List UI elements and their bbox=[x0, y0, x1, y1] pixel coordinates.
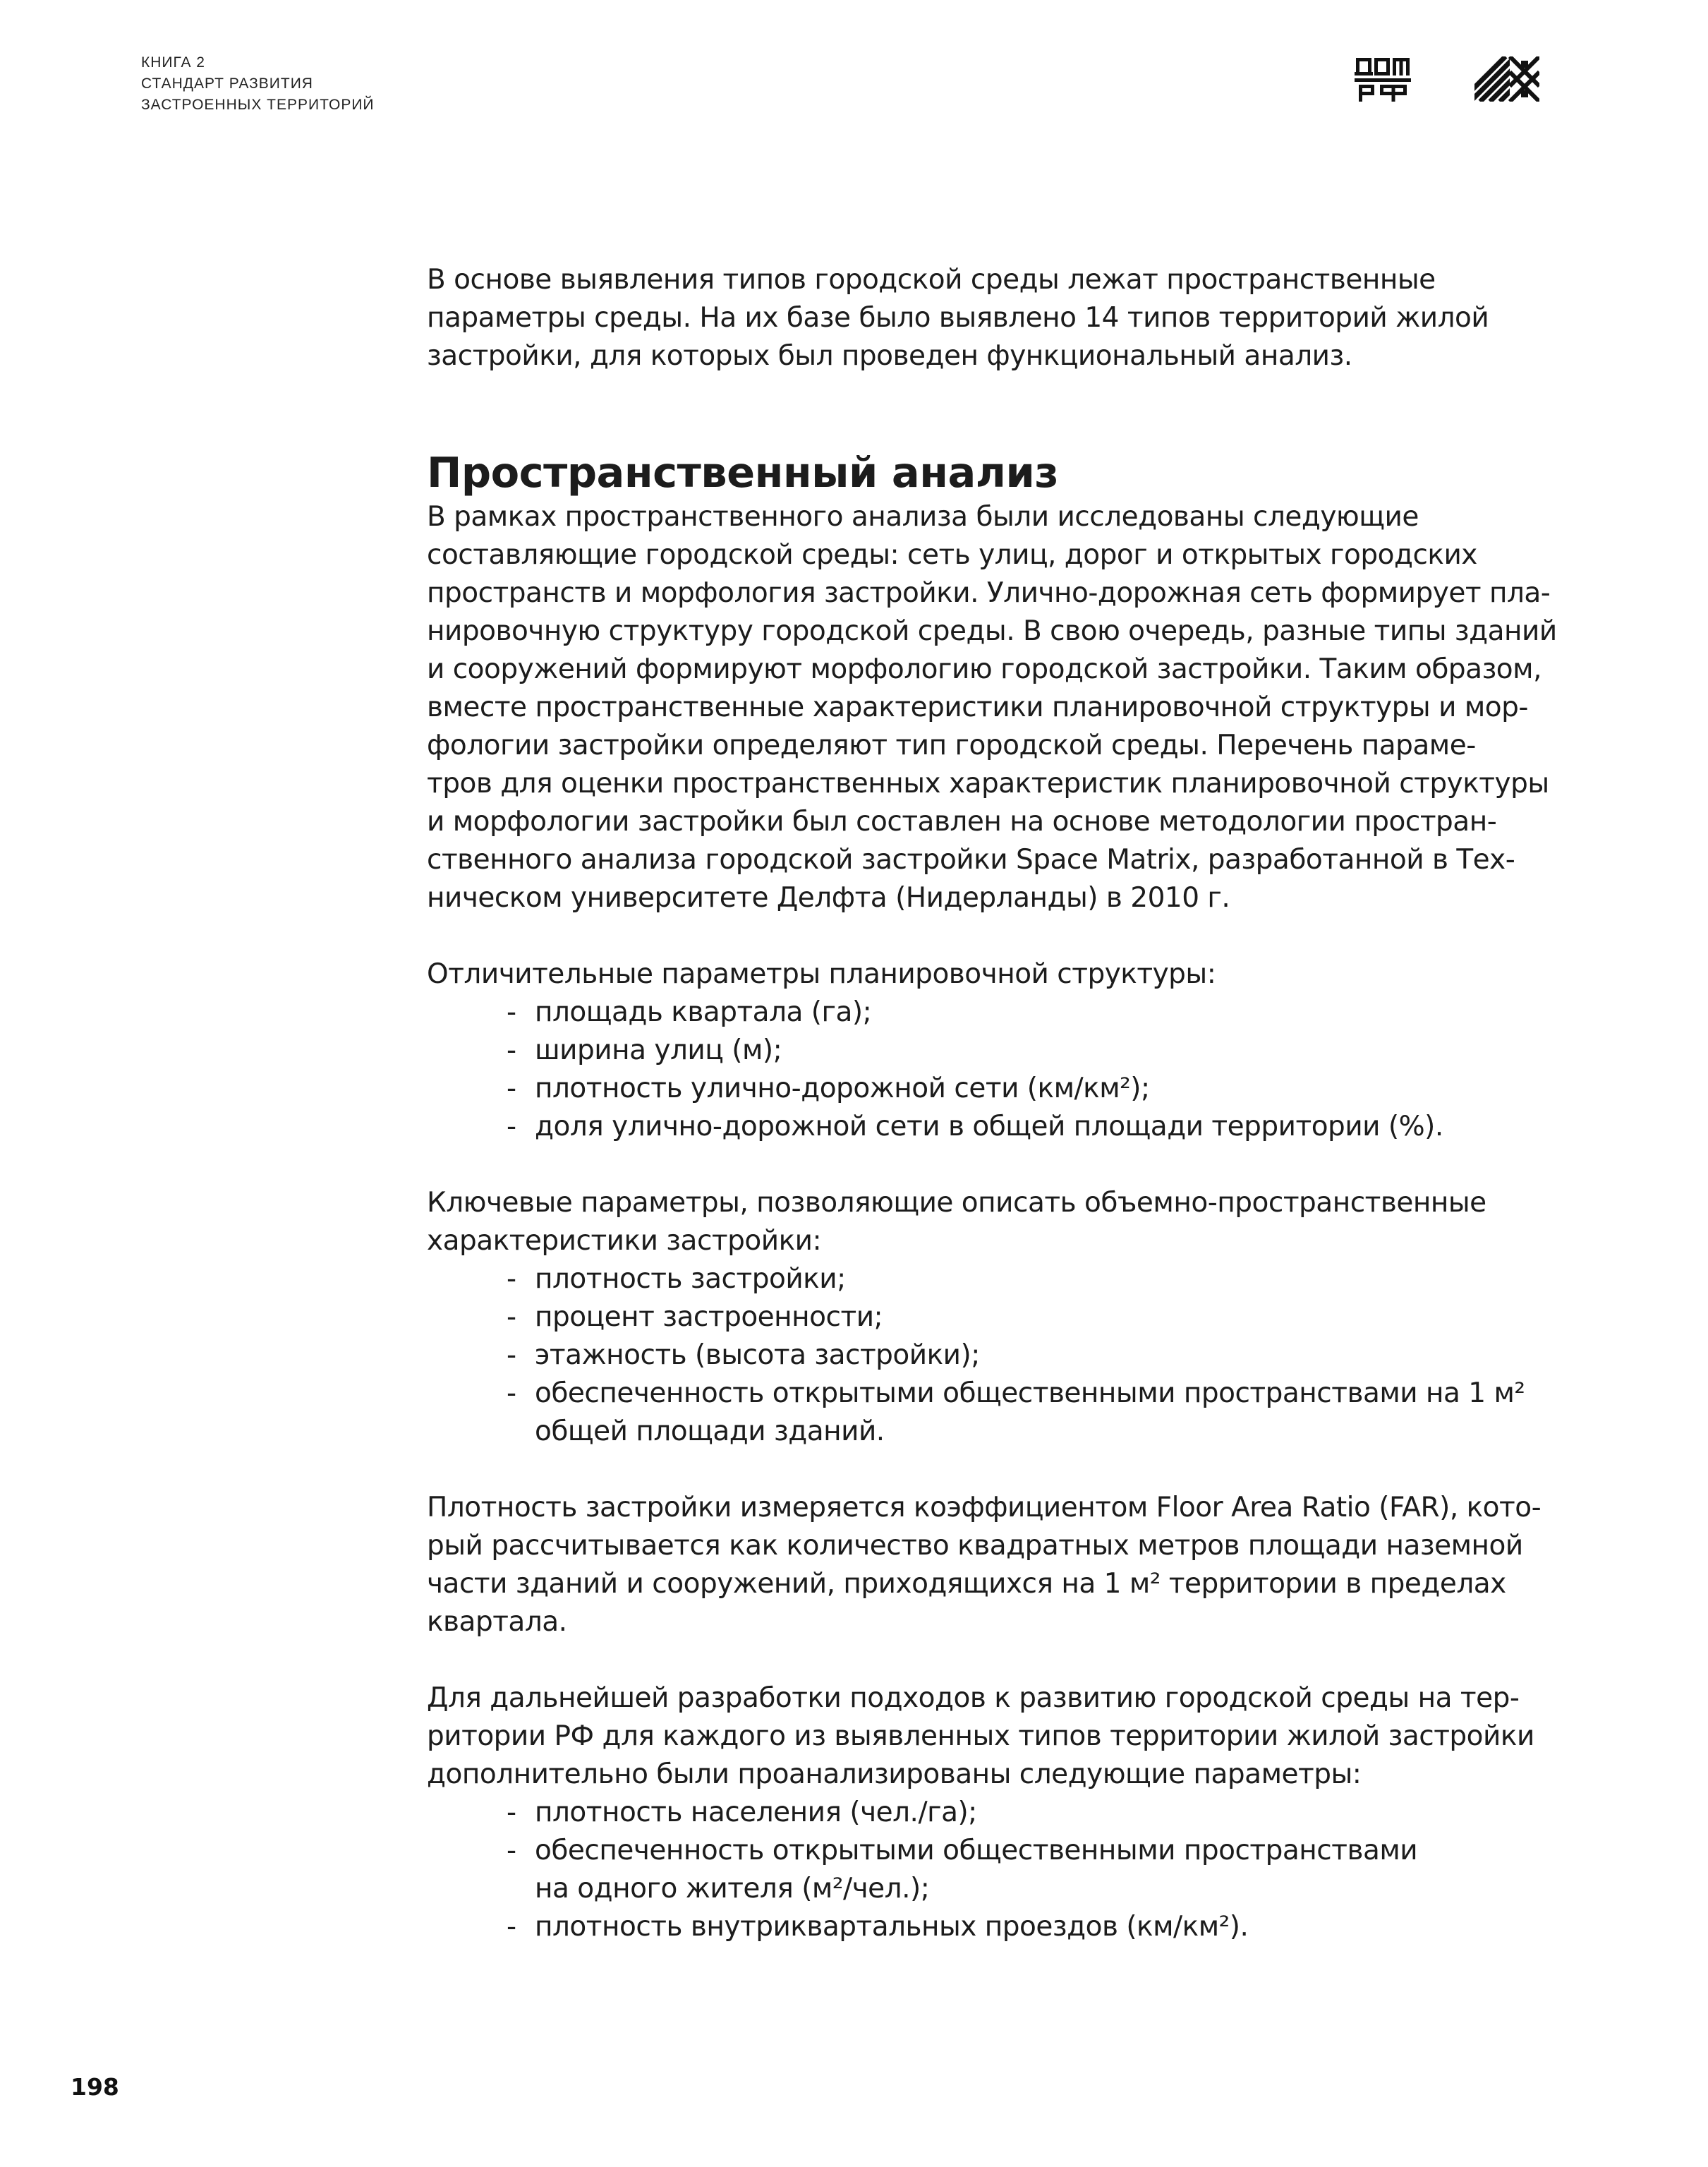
volume-params-list bbox=[427, 1260, 1549, 1451]
text-line: ническом университете Делфта (Нидерланды) в 2010 г. bbox=[427, 882, 1230, 914]
dom-rf-logo bbox=[1355, 56, 1411, 103]
text-line: общей площади зданий. bbox=[535, 1416, 885, 1447]
pattern-logo bbox=[1474, 56, 1539, 102]
book-title-line: ЗАСТРОЕННЫХ ТЕРРИТОРИЙ bbox=[141, 97, 375, 113]
list-item: - плотность внутриквартальных проездов (км/км²). bbox=[507, 1908, 1549, 1946]
text-line: дополнительно были проанализированы следующие параметры: bbox=[427, 1758, 1362, 1790]
intro-paragraph bbox=[427, 261, 1549, 375]
page-number: 198 bbox=[71, 2073, 119, 2101]
paragraph-spacer bbox=[427, 917, 1549, 955]
list-item: - площадь квартала (га); bbox=[507, 994, 1549, 1032]
list-item: - плотность застройки; bbox=[507, 1260, 1549, 1298]
text-line: ственного анализа городской застройки Space Matrix, разработанной в Тех- bbox=[427, 844, 1515, 876]
text-line: и сооружений формируют морфологию городской застройки. Таким образом, bbox=[427, 653, 1542, 685]
text-line: квартала. bbox=[427, 1606, 567, 1638]
far-paragraph bbox=[427, 1489, 1549, 1641]
text-line: характеристики застройки: bbox=[427, 1225, 822, 1257]
text-line: нировочную структуру городской среды. В свою очередь, разные типы зданий bbox=[427, 615, 1557, 647]
text-line: параметры среды. На их базе было выявлено 14 типов территорий жилой bbox=[427, 302, 1489, 334]
text-line: рый рассчитывается как количество квадратных метров площади наземной bbox=[427, 1530, 1523, 1562]
list-item: - доля улично-дорожной сети в общей площади территории (%). bbox=[507, 1108, 1549, 1146]
text-line: части зданий и сооружений, приходящихся на 1 м² территории в пределах bbox=[427, 1568, 1506, 1600]
text-line: Отличительные параметры планировочной структуры: bbox=[427, 958, 1216, 990]
text-line: Плотность застройки измеряется коэффициентом Floor Area Ratio (FAR), кото- bbox=[427, 1492, 1542, 1523]
text-line: В основе выявления типов городской среды лежат пространственные bbox=[427, 264, 1436, 296]
list-item: - плотность улично-дорожной сети (км/км²); bbox=[507, 1070, 1549, 1108]
text-line: вместе пространственные характеристики планировочной структуры и мор- bbox=[427, 692, 1528, 723]
list-item: - процент застроенности; bbox=[507, 1298, 1549, 1336]
text-line: В рамках пространственного анализа были исследованы следующие bbox=[427, 501, 1419, 533]
paragraph-spacer bbox=[427, 1641, 1549, 1679]
text-line: - обеспеченность открытыми общественными пространствами bbox=[535, 1835, 1418, 1866]
text-line: тров для оценки пространственных характеристик планировочной структуры bbox=[427, 768, 1549, 799]
text-line: Ключевые параметры, позволяющие описать объемно-пространственные bbox=[427, 1187, 1486, 1219]
paragraph-spacer bbox=[427, 1146, 1549, 1184]
planning-params-list bbox=[427, 994, 1549, 1146]
list-item: - этажность (высота застройки); bbox=[507, 1336, 1549, 1375]
planning-params-intro bbox=[427, 955, 1549, 994]
paragraph-spacer bbox=[427, 1451, 1549, 1489]
book-title-line: СТАНДАРТ РАЗВИТИЯ bbox=[141, 76, 313, 92]
text-line: пространств и морфология застройки. Улично-дорожная сеть формирует пла- bbox=[427, 577, 1551, 609]
additional-params-list bbox=[427, 1794, 1549, 1946]
text-line: Для дальнейшей разработки подходов к развитию городской среды на тер- bbox=[427, 1682, 1520, 1714]
text-line: на одного жителя (м²/чел.); bbox=[535, 1873, 930, 1905]
list-item: - ширина улиц (м); bbox=[507, 1032, 1549, 1070]
text-line: и морфологии застройки был составлен на основе методологии простран- bbox=[427, 806, 1497, 838]
volume-params-intro bbox=[427, 1184, 1549, 1260]
list-item bbox=[507, 1375, 1549, 1451]
additional-params-intro bbox=[427, 1679, 1549, 1794]
main-content bbox=[427, 261, 1557, 1946]
text-line: составляющие городской среды: сеть улиц, дорог и открытых городских bbox=[427, 539, 1477, 571]
text-line: - обеспеченность открытыми общественными пространствами на 1 м² bbox=[535, 1377, 1525, 1409]
text-line: фологии застройки определяют тип городской среды. Перечень параме- bbox=[427, 730, 1476, 761]
list-item bbox=[507, 1832, 1549, 1908]
section-title: Пространственный анализ bbox=[427, 448, 1059, 497]
text-line: застройки, для которых был проведен функциональный анализ. bbox=[427, 340, 1352, 372]
methodology-paragraph bbox=[427, 498, 1557, 917]
book-title bbox=[141, 52, 375, 116]
list-item: - плотность населения (чел./га); bbox=[507, 1794, 1549, 1832]
book-title-line: КНИГА 2 bbox=[141, 54, 205, 71]
text-line: ритории РФ для каждого из выявленных типов территории жилой застройки bbox=[427, 1720, 1534, 1752]
